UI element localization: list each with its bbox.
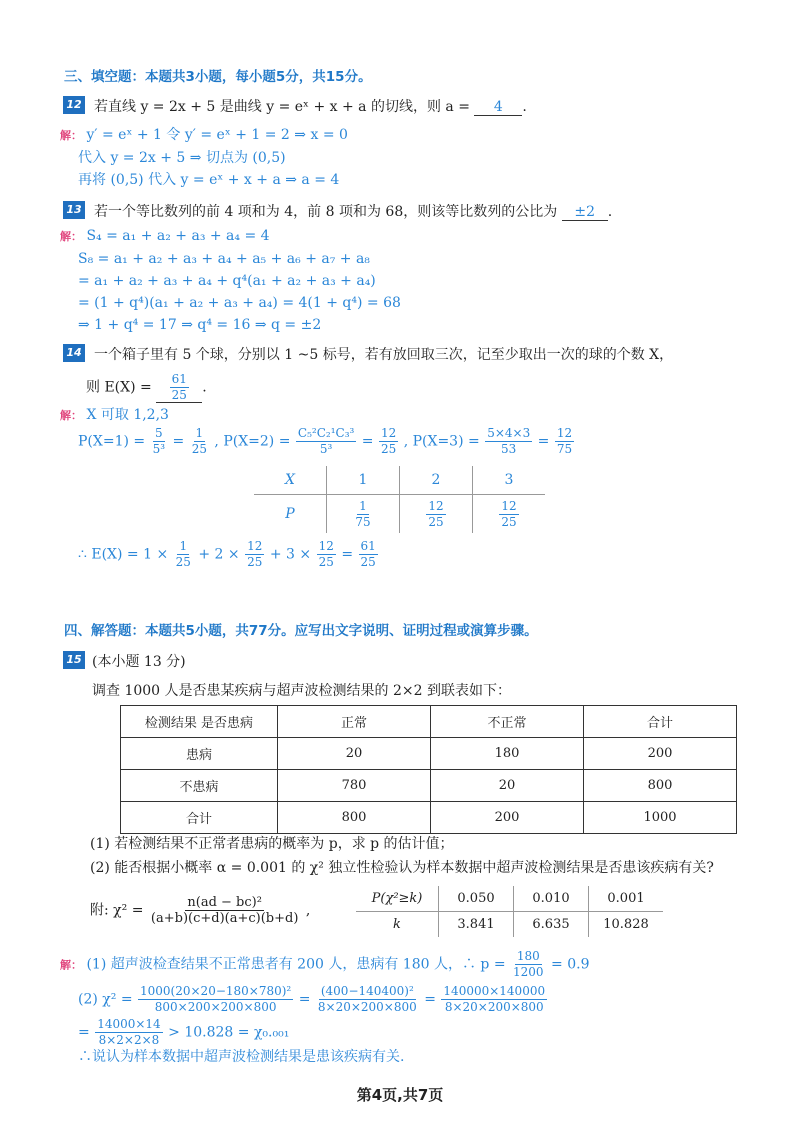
section3-title: 三、填空题：本题共3小题，每小题5分，共15分。 bbox=[64, 69, 372, 85]
question-15-badge: 15 bbox=[63, 651, 85, 669]
q12-solution-line-3: 再将 (0,5) 代入 y = eˣ + x + a ⇒ a = 4 bbox=[78, 172, 340, 188]
q13-solution-line-1: 解： S₄ = a₁ + a₂ + a₃ + a₄ = 4 bbox=[60, 228, 270, 244]
question-12-answer: 4 bbox=[474, 99, 522, 116]
question-14-badge: 14 bbox=[63, 344, 85, 362]
chi-square-formula: 附: χ² = $\frac{\text{n(ad − bc)²}}{(a+b)(c+d)(a+c)(b+d)}$ , bbox=[90, 895, 311, 926]
question-13-answer: ±2 bbox=[562, 204, 608, 221]
critical-value-table: P(χ²≥k) 0.050 0.010 0.001 k 3.841 6.635 10.828 bbox=[356, 886, 663, 937]
question-15-part-2: (2) 能否根据小概率 α = 0.001 的 χ² 独立性检验认为样本数据中超声波检测结果是否患该疾病有关? bbox=[90, 860, 714, 876]
q14-distribution-table: X 1 2 3 P $\frac{1}{75}$ $\frac{12}{25}$ $\frac{12}{25}$ bbox=[254, 466, 545, 533]
q13-solution-line-4: = (1 + q⁴)(a₁ + a₂ + a₃ + a₄) = 4(1 + q⁴) = 68 bbox=[78, 295, 401, 311]
section4-title: 四、解答题：本题共5小题，共77分。应写出文字说明、证明过程或演算步骤。 bbox=[64, 623, 538, 639]
q14-solution-line-1: 解： X 可取 1,2,3 bbox=[60, 407, 169, 423]
q13-solution-line-2: S₈ = a₁ + a₂ + a₃ + a₄ + a₅ + a₆ + a₇ + a₈ bbox=[78, 251, 370, 267]
q15-conclusion: ∴说认为样本数据中超声波检测结果是患该疾病有关. bbox=[78, 1049, 405, 1065]
question-14-answer: $\frac{61}{25}$ bbox=[156, 373, 202, 403]
question-12-badge: 12 bbox=[63, 96, 85, 114]
q15-solution-part-2: (2) χ² = $\frac{\text{1000(20×20−180×780)²}}{800\times 200\times 200\times 800}$ = $\frac{\text{(400−140400)²}}{8\times 20\times 200\times 800}$ = $\frac{140000\times 140000}{8\times 20\times 200\times 800}$ bbox=[78, 984, 546, 1014]
q14-expectation: ∴ E(X) = 1 × $\frac{1}{25}$ + 2 × $\frac{12}{25}$ + 3 × $\frac{12}{25}$ = $\frac{61}{25}$ bbox=[78, 539, 376, 569]
question-15-part-1: (1) 若检测结果不正常者患病的概率为 p，求 p 的估计值； bbox=[90, 836, 454, 852]
q13-solution-line-5: ⇒ 1 + q⁴ = 17 ⇒ q⁴ = 16 ⇒ q = ±2 bbox=[78, 317, 322, 333]
question-13-badge: 13 bbox=[63, 201, 85, 219]
question-15-score: (本小题 13 分) bbox=[92, 654, 186, 670]
question-13-stem: 若一个等比数列的前 4 项和为 4，前 8 项和为 68，则该等比数列的公比为 ±2 . bbox=[94, 204, 613, 220]
q12-solution-line-2: 代入 y = 2x + 5 ⇒ 切点为 (0,5) bbox=[78, 150, 286, 166]
question-15-intro: 调查 1000 人是否患某疾病与超声波检测结果的 2×2 到联表如下： bbox=[92, 683, 511, 699]
q15-solution-part-1: 解： (1) 超声波检查结果不正常患者有 200 人，患病有 180 人，∴ p = $\frac{180}{1200}$ = 0.9 bbox=[60, 949, 590, 979]
question-12-stem: 若直线 y = 2x + 5 是曲线 y = eˣ + x + a 的切线，则 a = 4 . bbox=[94, 99, 527, 115]
contingency-table: 检测结果 是否患病 正常 不正常 合计 患病 20 180 200 不患病 780 20 800 合计 800 200 1000 bbox=[120, 705, 737, 834]
q12-solution-line-1: 解： y′ = eˣ + 1 令 y′ = eˣ + 1 = 2 ⇒ x = 0 bbox=[60, 127, 348, 143]
page-footer: 第4页,共7页 bbox=[356, 1086, 444, 1104]
question-14-stem: 一个箱子里有 5 个球，分别以 1 ~5 标号，若有放回取三次，记至少取出一次的球的个数 X， bbox=[94, 347, 674, 363]
q13-solution-line-3: = a₁ + a₂ + a₃ + a₄ + q⁴(a₁ + a₂ + a₃ + a₄) bbox=[78, 273, 376, 289]
q15-solution-part-2-cont: = $\frac{14000\times 14}{8\times 2\times 2\times 8}$ > 10.828 = χ₀.₀₀₁ bbox=[78, 1017, 290, 1047]
question-14-stem-2: 则 E(X) = $\frac{61}{25}$ . bbox=[86, 372, 207, 402]
q14-probabilities: P(X=1) = $\frac{5}{\text{5³}}$ = $\frac{1}{25}$ , P(X=2) = $\frac{\text{C₅²C₂¹C₃³}}{\text{5³}}$ = $\frac{12}{25}$ , P(X=3) = $\frac{5\times 4\times 3}{53}$ = $\frac{12}{75}$ bbox=[78, 426, 573, 456]
